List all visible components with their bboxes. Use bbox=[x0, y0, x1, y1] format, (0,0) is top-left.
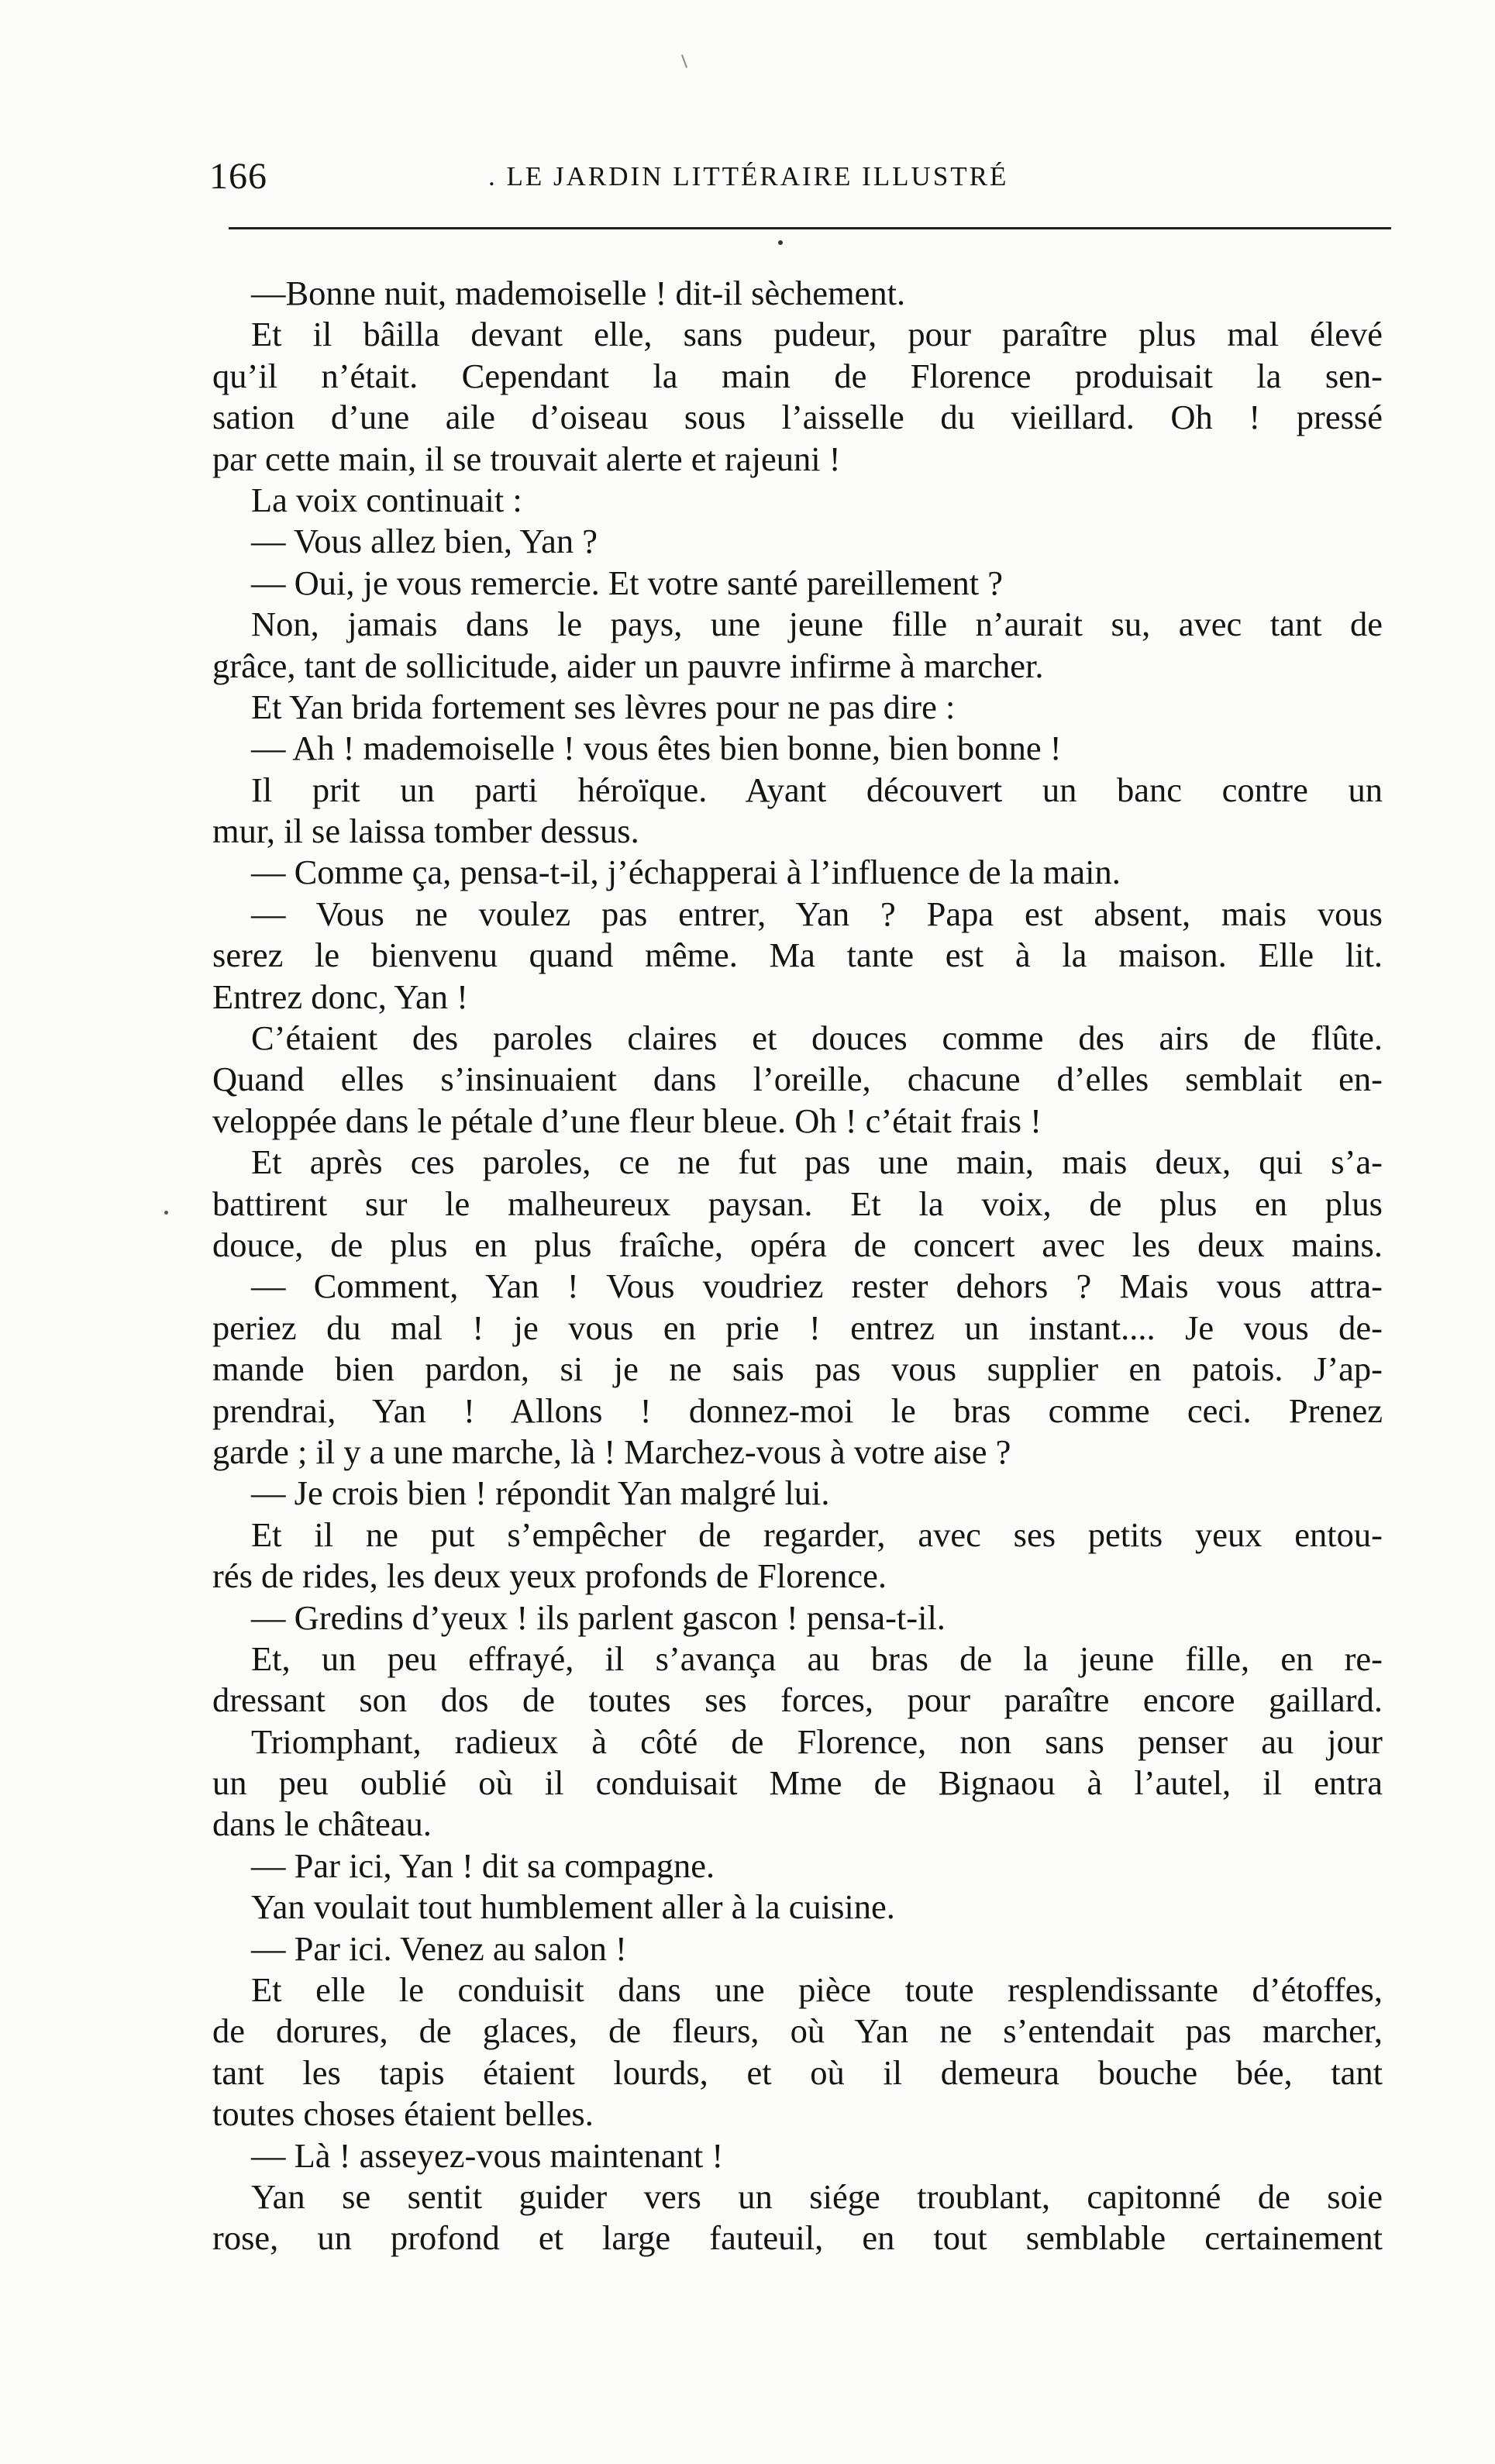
text-line: Et elle le conduisit dans une pièce toute resplendissante d’étoffes, bbox=[251, 1970, 1383, 2010]
text-line: prendrai, Yan ! Allons ! donnez-moi le bras comme ceci. Prenez bbox=[212, 1391, 1383, 1430]
text-line: Et il bâilla devant elle, sans pudeur, pour paraître plus mal élevé bbox=[251, 315, 1383, 354]
text-line: Et il ne put s’empêcher de regarder, avec ses petits yeux entou- bbox=[251, 1515, 1383, 1554]
text-line: periez du mal ! je vous en prie ! entrez un instant.... Je vous de- bbox=[212, 1308, 1383, 1347]
rule-dot bbox=[778, 240, 783, 245]
text-line: Entrez donc, Yan ! bbox=[212, 977, 468, 1016]
text-line: — Ah ! mademoiselle ! vous êtes bien bonne, bien bonne ! bbox=[251, 729, 1062, 768]
text-line: battirent sur le malheureux paysan. Et la voix, de plus en plus bbox=[212, 1184, 1383, 1223]
page-header bbox=[209, 155, 1395, 202]
text-line: rose, un profond et large fauteuil, en tout semblable certainement bbox=[212, 2218, 1383, 2258]
text-line: rés de rides, les deux yeux profonds de Florence. bbox=[212, 1556, 887, 1596]
text-line: mande bien pardon, si je ne sais pas vous supplier en patois. J’ap- bbox=[212, 1349, 1383, 1389]
text-line: mur, il se laissa tomber dessus. bbox=[212, 812, 639, 851]
text-line: — Là ! asseyez-vous maintenant ! bbox=[251, 2135, 724, 2175]
text-line: serez le bienvenu quand même. Ma tante est à la maison. Elle lit. bbox=[212, 936, 1383, 975]
text-line: veloppée dans le pétale d’une fleur bleue. Oh ! c’était frais ! bbox=[212, 1101, 1042, 1140]
header-rule bbox=[229, 227, 1391, 229]
text-line: — Comme ça, pensa-t-il, j’échapperai à l’influence de la main. bbox=[251, 853, 1121, 892]
text-line: — Vous ne voulez pas entrer, Yan ? Papa est absent, mais vous bbox=[251, 894, 1383, 933]
text-line: de dorures, de glaces, de fleurs, où Yan ne s’entendait pas marcher, bbox=[212, 2011, 1383, 2051]
text-line: — Comment, Yan ! Vous voudriez rester dehors ? Mais vous attra- bbox=[251, 1266, 1383, 1306]
text-line: douce, de plus en plus fraîche, opéra de concert avec les deux mains. bbox=[212, 1225, 1383, 1264]
text-line: Yan se sentit guider vers un siége troublant, capitonné de soie bbox=[251, 2176, 1383, 2216]
text-line: Triomphant, radieux à côté de Florence, non sans penser au jour bbox=[251, 1721, 1383, 1761]
text-line: —Bonne nuit, mademoiselle ! dit-il sèchement. bbox=[251, 274, 906, 312]
text-line: Yan voulait tout humblement aller à la cuisine. bbox=[251, 1887, 895, 1927]
scan-mark bbox=[681, 54, 687, 68]
text-line: Quand elles s’insinuaient dans l’oreille, chacune d’elles semblait en- bbox=[212, 1060, 1383, 1099]
text-line: grâce, tant de sollicitude, aider un pauvre infirme à marcher. bbox=[212, 646, 1044, 685]
running-title: . LE JARDIN LITTÉRAIRE ILLUSTRÉ bbox=[488, 161, 1009, 191]
page-number: 166 bbox=[209, 156, 267, 197]
text-line: — Oui, je vous remercie. Et votre santé pareillement ? bbox=[251, 563, 1003, 602]
text-line: — Vous allez bien, Yan ? bbox=[251, 522, 598, 561]
text-line: C’étaient des paroles claires et douces comme des airs de flûte. bbox=[251, 1018, 1383, 1058]
text-line: Et après ces paroles, ce ne fut pas une main, mais deux, qui s’a- bbox=[251, 1142, 1383, 1182]
text-line: Non, jamais dans le pays, une jeune fille n’aurait su, avec tant de bbox=[251, 605, 1383, 644]
text-line: La voix continuait : bbox=[251, 480, 522, 519]
body-text bbox=[212, 273, 1383, 2259]
text-line: sation d’une aile d’oiseau sous l’aisselle du vieillard. Oh ! pressé bbox=[212, 398, 1383, 437]
margin-dot bbox=[164, 1211, 168, 1215]
text-line: — Par ici. Venez au salon ! bbox=[251, 1928, 627, 1968]
text-line: dressant son dos de toutes ses forces, pour paraître encore gaillard. bbox=[212, 1680, 1383, 1720]
text-line: — Je crois bien ! répondit Yan malgré lui. bbox=[251, 1473, 830, 1513]
text-line: par cette main, il se trouvait alerte et rajeuni ! bbox=[212, 439, 841, 478]
text-line: tant les tapis étaient lourds, et où il demeura bouche bée, tant bbox=[212, 2052, 1383, 2092]
text-line: Il prit un parti héroïque. Ayant découvert un banc contre un bbox=[251, 770, 1383, 809]
text-line: Et Yan brida fortement ses lèvres pour ne pas dire : bbox=[251, 687, 956, 726]
text-line: un peu oublié où il conduisait Mme de Bignaou à l’autel, il entra bbox=[212, 1763, 1383, 1803]
text-line: — Gredins d’yeux ! ils parlent gascon ! pensa-t-il. bbox=[251, 1597, 946, 1637]
text-line: dans le château. bbox=[212, 1804, 432, 1844]
text-line: qu’il n’était. Cependant la main de Florence produisait la sen- bbox=[212, 356, 1383, 395]
text-line: — Par ici, Yan ! dit sa compagne. bbox=[251, 1845, 715, 1885]
text-line: garde ; il y a une marche, là ! Marchez-vous à votre aise ? bbox=[212, 1432, 1011, 1471]
text-line: Et, un peu effrayé, il s’avança au bras de la jeune fille, en re- bbox=[251, 1639, 1383, 1678]
text-line: toutes choses étaient belles. bbox=[212, 2094, 594, 2134]
